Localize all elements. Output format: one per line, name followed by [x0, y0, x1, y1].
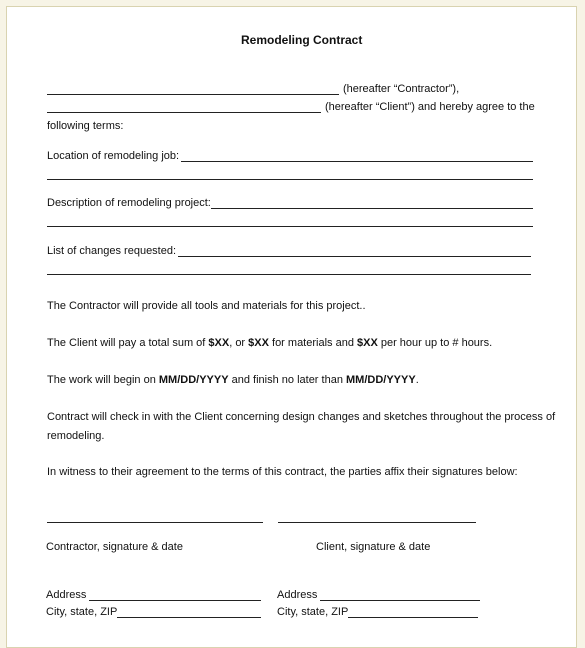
- checkin-clause-line2: remodeling.: [47, 430, 105, 442]
- changes-line-2[interactable]: [47, 274, 531, 275]
- location-label: Location of remodeling job:: [47, 150, 180, 162]
- witness-statement: In witness to their agreement to the terms of this contract, the parties affix their signatures below:: [47, 466, 518, 478]
- contractor-address-line[interactable]: [89, 600, 261, 601]
- checkin-clause-line1: Contract will check in with the Client concerning design changes and sketches throughout the process of: [47, 411, 556, 423]
- client-suffix: (hereafter “Client”) and hereby agree to the: [325, 101, 535, 113]
- location-line-1[interactable]: [181, 161, 533, 162]
- contractor-address-label: Address: [46, 589, 87, 601]
- contractor-city-line[interactable]: [117, 617, 261, 618]
- contractor-signature-line[interactable]: [47, 522, 263, 523]
- client-city-label: City, state, ZIP: [277, 606, 349, 618]
- location-line-2[interactable]: [47, 179, 533, 180]
- client-address-line[interactable]: [320, 600, 480, 601]
- tools-clause: The Contractor will provide all tools and materials for this project..: [47, 300, 366, 312]
- contractor-name-line[interactable]: [47, 94, 339, 95]
- contract-page: [6, 6, 577, 648]
- contractor-signature-label: Contractor, signature & date: [46, 541, 183, 553]
- schedule-clause: The work will begin on MM/DD/YYYY and finish no later than MM/DD/YYYY.: [47, 374, 419, 386]
- payment-amount-hourly: $XX: [357, 337, 378, 349]
- start-date: MM/DD/YYYY: [158, 374, 229, 386]
- terms-intro: following terms:: [47, 120, 124, 132]
- description-line-1[interactable]: [211, 208, 533, 209]
- client-signature-label: Client, signature & date: [316, 541, 431, 553]
- client-name-line[interactable]: [47, 112, 321, 113]
- client-address-label: Address: [277, 589, 318, 601]
- description-line-2[interactable]: [47, 226, 533, 227]
- payment-clause: The Client will pay a total sum of $XX, or $XX for materials and $XX per hour up to # hours.: [47, 337, 493, 349]
- payment-amount-total: $XX: [208, 337, 230, 349]
- contractor-suffix: (hereafter “Contractor”),: [343, 83, 460, 95]
- client-city-line[interactable]: [348, 617, 478, 618]
- end-date: MM/DD/YYYY: [346, 374, 416, 386]
- payment-amount-materials: $XX: [248, 337, 269, 349]
- client-signature-line[interactable]: [278, 522, 476, 523]
- description-label: Description of remodeling project:: [47, 197, 211, 209]
- contractor-city-label: City, state, ZIP: [46, 606, 118, 618]
- document-title: Remodeling Contract: [241, 33, 363, 47]
- changes-label: List of changes requested:: [47, 245, 177, 257]
- changes-line-1[interactable]: [178, 256, 531, 257]
